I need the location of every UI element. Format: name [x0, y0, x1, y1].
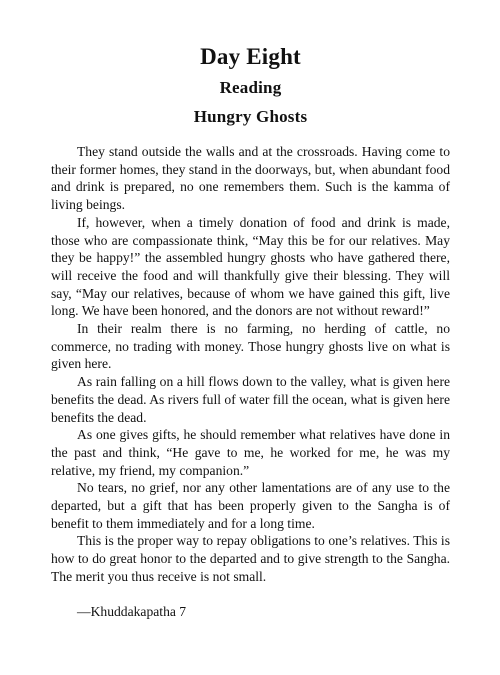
paragraph: If, however, when a timely donation of food and drink is made, those who are compassionate think, “May this be for our relatives. May they be happy!” the assembled hungry ghosts who have gathered there, will receive the food and will thankfully give their blessing. They will say, “May our relatives, because of whom we have gained this gift, live long. We have been honored, and the donors are not without reward!”: [51, 214, 450, 319]
paragraph: In their realm there is no farming, no herding of cattle, no commerce, no trading with money. Those hungry ghosts live on what is given here.: [51, 321, 450, 372]
reading-title: Hungry Ghosts: [193, 107, 308, 126]
reading-body: [51, 143, 450, 586]
section-heading: Reading: [219, 78, 282, 97]
paragraph: No tears, no grief, nor any other lamentations are of any use to the departed, but a gift that has been properly given to the Sangha is of benefit to them immediately and for a long time.: [51, 480, 450, 531]
paragraph: This is the proper way to repay obligations to one’s relatives. This is how to do great honor to the departed and to give strength to the Sangha. The merit you thus receive is not small.: [51, 533, 450, 584]
document-page: [51, 42, 450, 620]
paragraph: They stand outside the walls and at the crossroads. Having come to their former homes, they stand in the doorways, but, when abundant food and drink is prepared, no one remembers them. Such is the kamma of living beings.: [51, 144, 450, 213]
paragraph: As one gives gifts, he should remember what relatives have done in the past and think, “He gave to me, he worked for me, he was my relative, my friend, my companion.”: [51, 427, 450, 478]
paragraph: As rain falling on a hill flows down to the valley, what is given here benefits the dead. As rivers full of water fill the ocean, what is given here benefits the dead.: [51, 374, 450, 425]
day-heading: Day Eight: [200, 44, 301, 69]
source-citation: —Khuddakapatha 7: [77, 603, 187, 619]
